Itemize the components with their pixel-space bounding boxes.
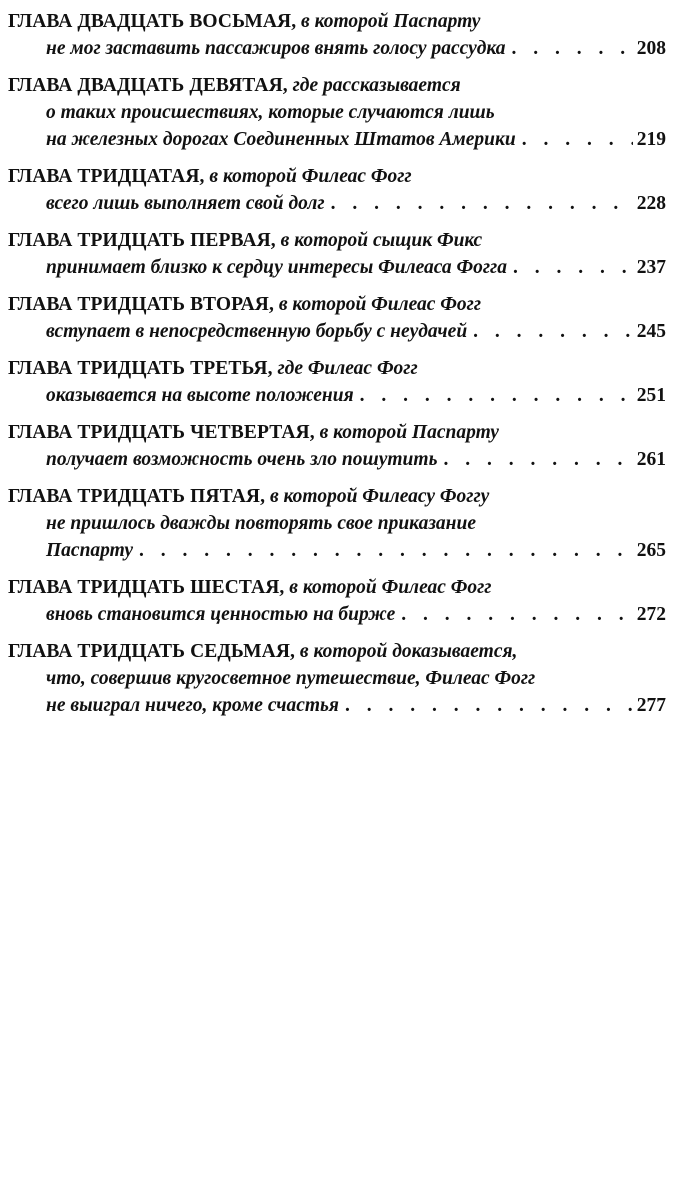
toc-entry-last-line	[8, 446, 666, 473]
chapter-subtitle-end: не мог заставить пассажиров внять голосу рассудка	[46, 38, 506, 59]
toc-entry-last-line	[8, 692, 666, 719]
toc-entry[interactable]	[8, 574, 666, 628]
chapter-subtitle-end: всего лишь выполняет свой долг	[46, 193, 325, 214]
toc-entry-middle-line: что, совершив кругосветное путешествие, Филеас Фогг	[46, 668, 536, 689]
toc-entry-first-line	[8, 419, 666, 446]
page-number: 272	[636, 604, 666, 625]
chapter-subtitle-start: в которой доказывается,	[294, 641, 518, 662]
chapter-subtitle-start: в которой сыщик Фикс	[275, 230, 483, 251]
chapter-heading: ГЛАВА ТРИДЦАТЬ ПЕРВАЯ,	[8, 230, 276, 251]
toc-entry-first-line	[8, 574, 666, 601]
toc-entry[interactable]	[8, 8, 666, 62]
page-number: 251	[636, 385, 666, 406]
page-number: 228	[636, 193, 666, 214]
page-number: 265	[636, 540, 666, 561]
dot-leader	[339, 692, 633, 719]
dot-leader	[133, 537, 633, 564]
toc-entry[interactable]	[8, 291, 666, 345]
dot-leader	[395, 601, 633, 628]
toc-entry-first-line	[8, 483, 666, 510]
dot-leader	[506, 35, 633, 62]
chapter-heading: ГЛАВА ТРИДЦАТЬ ВТОРАЯ,	[8, 294, 274, 315]
chapter-subtitle-start: в которой Паспарту	[314, 422, 499, 443]
dot-leader	[467, 318, 633, 345]
toc-entry-last-line	[8, 601, 666, 628]
toc-entry-first-line	[8, 72, 666, 99]
dot-leader	[507, 254, 633, 281]
toc-entry-last-line	[8, 126, 666, 153]
chapter-subtitle-start: где Филеас Фогг	[272, 358, 418, 379]
page-number: 277	[636, 695, 666, 716]
chapter-subtitle-start: в которой Филеас Фогг	[273, 294, 482, 315]
toc-entry-last-line	[8, 190, 666, 217]
chapter-heading: ГЛАВА ТРИДЦАТЬ ТРЕТЬЯ,	[8, 358, 273, 379]
toc-entry-last-line	[8, 537, 666, 564]
chapter-heading: ГЛАВА ТРИДЦАТАЯ,	[8, 166, 205, 187]
toc-entry-last-line	[8, 382, 666, 409]
page-number: 245	[636, 321, 666, 342]
toc-entry-first-line	[8, 355, 666, 382]
toc-entry-last-line	[8, 318, 666, 345]
chapter-subtitle-start: в которой Филеас Фогг	[284, 577, 492, 598]
dot-leader	[354, 382, 633, 409]
chapter-subtitle-end: получает возможность очень зло пошутить	[46, 449, 438, 470]
toc-entry[interactable]	[8, 419, 666, 473]
toc-entry-last-line	[8, 35, 666, 62]
dot-leader	[325, 190, 633, 217]
chapter-subtitle-start: где рассказывается	[287, 75, 461, 96]
chapter-subtitle-start: в которой Филеасу Фоггу	[265, 486, 490, 507]
chapter-subtitle-start: в которой Паспарту	[296, 11, 481, 32]
chapter-subtitle-end: на железных дорогах Соединенных Штатов Америки	[46, 129, 516, 150]
dot-leader	[516, 126, 633, 153]
toc-entry-last-line	[8, 254, 666, 281]
toc-entry[interactable]	[8, 72, 666, 153]
table-of-contents	[8, 8, 666, 729]
chapter-subtitle-start: в которой Филеас Фогг	[204, 166, 412, 187]
toc-entry[interactable]	[8, 227, 666, 281]
toc-entry-middle-line: не пришлось дважды повторять свое приказание	[46, 513, 477, 534]
chapter-subtitle-end: вновь становится ценностью на бирже	[46, 604, 396, 625]
chapter-heading: ГЛАВА ТРИДЦАТЬ ШЕСТАЯ,	[8, 577, 285, 598]
toc-entry-first-line	[8, 8, 666, 35]
dot-leader	[437, 446, 632, 473]
chapter-subtitle-end: не выиграл ничего, кроме счастья	[46, 695, 339, 716]
chapter-heading: ГЛАВА ТРИДЦАТЬ ПЯТАЯ,	[8, 486, 266, 507]
chapter-subtitle-end: Паспарту	[46, 540, 133, 561]
page-number: 237	[636, 257, 666, 278]
page-number: 208	[636, 38, 666, 59]
chapter-heading: ГЛАВА ДВАДЦАТЬ ДЕВЯТАЯ,	[8, 75, 288, 96]
chapter-subtitle-end: оказывается на высоте положения	[46, 385, 354, 406]
chapter-heading: ГЛАВА ТРИДЦАТЬ СЕДЬМАЯ,	[8, 641, 295, 662]
toc-entry[interactable]	[8, 483, 666, 564]
toc-entry[interactable]	[8, 355, 666, 409]
chapter-subtitle-end: принимает близко к сердцу интересы Филеаса Фогга	[46, 257, 507, 278]
chapter-subtitle-end: вступает в непосредственную борьбу с неудачей	[46, 321, 468, 342]
toc-entry-middle-line: о таких происшествиях, которые случаются лишь	[46, 102, 495, 123]
toc-entry-first-line	[8, 163, 666, 190]
toc-entry[interactable]	[8, 163, 666, 217]
page-number: 219	[636, 129, 666, 150]
chapter-heading: ГЛАВА ДВАДЦАТЬ ВОСЬМАЯ,	[8, 11, 297, 32]
toc-entry[interactable]	[8, 638, 666, 719]
toc-entry-first-line	[8, 638, 666, 665]
chapter-heading: ГЛАВА ТРИДЦАТЬ ЧЕТВЕРТАЯ,	[8, 422, 315, 443]
toc-entry-first-line	[8, 291, 666, 318]
page-number: 261	[636, 449, 666, 470]
toc-entry-first-line	[8, 227, 666, 254]
